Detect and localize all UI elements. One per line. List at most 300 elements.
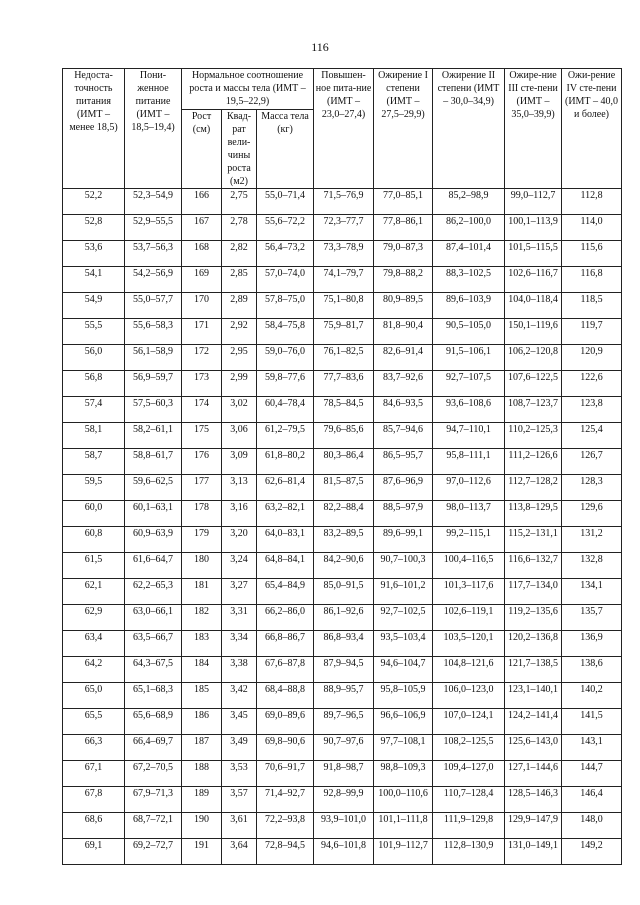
cell-normal-mass: 61,8–80,2: [257, 449, 314, 475]
cell-normal-mass: 59,0–76,0: [257, 345, 314, 371]
cell-obesity-1: 93,5–103,4: [374, 631, 433, 657]
cell-obesity-1: 79,8–88,2: [374, 267, 433, 293]
cell-obesity-2: 86,2–100,0: [433, 215, 505, 241]
table-row: [63, 319, 622, 345]
cell-normal-mass: 69,0–89,6: [257, 709, 314, 735]
cell-reduced: 59,6–62,5: [125, 475, 182, 501]
cell-underweight: 52,8: [63, 215, 125, 241]
header-elevated-nutrition: Повышен-ное пита-ние (ИМТ – 23,0–27,4): [314, 69, 374, 189]
table-row: [63, 293, 622, 319]
cell-obesity-3: 127,1–144,6: [505, 761, 562, 787]
cell-obesity-3: 112,7–128,2: [505, 475, 562, 501]
cell-obesity-3: 123,1–140,1: [505, 683, 562, 709]
cell-reduced: 53,7–56,3: [125, 241, 182, 267]
cell-obesity-4: 131,2: [562, 527, 622, 553]
cell-reduced: 52,9–55,5: [125, 215, 182, 241]
cell-height: 182: [182, 605, 222, 631]
cell-height: 189: [182, 787, 222, 813]
cell-normal-mass: 65,4–84,9: [257, 579, 314, 605]
cell-elevated: 90,7–97,6: [314, 735, 374, 761]
cell-obesity-4: 126,7: [562, 449, 622, 475]
cell-obesity-3: 108,7–123,7: [505, 397, 562, 423]
table-row: [63, 631, 622, 657]
table-row: [63, 657, 622, 683]
cell-height-squared: 3,09: [222, 449, 257, 475]
cell-underweight: 53,6: [63, 241, 125, 267]
table-row: [63, 267, 622, 293]
header-obesity-1: Ожирение I степени (ИМТ – 27,5–29,9): [374, 69, 433, 189]
cell-reduced: 63,0–66,1: [125, 605, 182, 631]
table-row: [63, 189, 622, 215]
cell-obesity-1: 96,6–106,9: [374, 709, 433, 735]
cell-obesity-1: 86,5–95,7: [374, 449, 433, 475]
cell-normal-mass: 62,6–81,4: [257, 475, 314, 501]
cell-obesity-2: 88,3–102,5: [433, 267, 505, 293]
cell-obesity-1: 94,6–104,7: [374, 657, 433, 683]
cell-obesity-4: 148,0: [562, 813, 622, 839]
cell-height-squared: 3,34: [222, 631, 257, 657]
cell-obesity-4: 116,8: [562, 267, 622, 293]
cell-normal-mass: 61,2–79,5: [257, 423, 314, 449]
cell-normal-mass: 60,4–78,4: [257, 397, 314, 423]
cell-reduced: 69,2–72,7: [125, 839, 182, 865]
cell-height: 168: [182, 241, 222, 267]
cell-obesity-3: 119,2–135,6: [505, 605, 562, 631]
cell-obesity-1: 80,9–89,5: [374, 293, 433, 319]
cell-height-squared: 3,53: [222, 761, 257, 787]
cell-obesity-2: 94,7–110,1: [433, 423, 505, 449]
cell-obesity-3: 125,6–143,0: [505, 735, 562, 761]
table-row: [63, 423, 622, 449]
cell-normal-mass: 64,8–84,1: [257, 553, 314, 579]
header-height-squared: Квад-рат вели-чины роста (м2): [222, 110, 257, 189]
cell-height: 183: [182, 631, 222, 657]
cell-obesity-3: 110,2–125,3: [505, 423, 562, 449]
cell-height-squared: 3,57: [222, 787, 257, 813]
cell-elevated: 72,3–77,7: [314, 215, 374, 241]
table-row: [63, 787, 622, 813]
cell-underweight: 52,2: [63, 189, 125, 215]
cell-obesity-4: 114,0: [562, 215, 622, 241]
header-normal-group: Нормальное соотношение роста и массы тела (ИМТ – 19,5–22,9): [182, 69, 314, 110]
cell-obesity-3: 111,2–126,6: [505, 449, 562, 475]
cell-height: 170: [182, 293, 222, 319]
cell-height-squared: 3,49: [222, 735, 257, 761]
cell-obesity-4: 138,6: [562, 657, 622, 683]
cell-underweight: 62,9: [63, 605, 125, 631]
cell-obesity-1: 97,7–108,1: [374, 735, 433, 761]
cell-obesity-4: 146,4: [562, 787, 622, 813]
cell-height: 186: [182, 709, 222, 735]
cell-obesity-2: 106,0–123,0: [433, 683, 505, 709]
cell-obesity-2: 111,9–129,8: [433, 813, 505, 839]
cell-obesity-4: 143,1: [562, 735, 622, 761]
cell-elevated: 92,8–99,9: [314, 787, 374, 813]
cell-underweight: 58,1: [63, 423, 125, 449]
cell-obesity-4: 119,7: [562, 319, 622, 345]
cell-normal-mass: 68,4–88,8: [257, 683, 314, 709]
cell-height-squared: 2,75: [222, 189, 257, 215]
cell-height-squared: 3,24: [222, 553, 257, 579]
cell-elevated: 81,5–87,5: [314, 475, 374, 501]
cell-underweight: 55,5: [63, 319, 125, 345]
cell-height-squared: 3,64: [222, 839, 257, 865]
cell-reduced: 64,3–67,5: [125, 657, 182, 683]
cell-elevated: 86,1–92,6: [314, 605, 374, 631]
cell-height-squared: 3,13: [222, 475, 257, 501]
cell-height-squared: 3,38: [222, 657, 257, 683]
cell-obesity-3: 99,0–112,7: [505, 189, 562, 215]
table-row: [63, 683, 622, 709]
table-row: [63, 215, 622, 241]
cell-normal-mass: 57,8–75,0: [257, 293, 314, 319]
cell-obesity-1: 83,7–92,6: [374, 371, 433, 397]
cell-normal-mass: 71,4–92,7: [257, 787, 314, 813]
cell-obesity-4: 112,8: [562, 189, 622, 215]
cell-height-squared: 3,06: [222, 423, 257, 449]
cell-obesity-4: 118,5: [562, 293, 622, 319]
table-row: [63, 449, 622, 475]
cell-normal-mass: 72,2–93,8: [257, 813, 314, 839]
cell-obesity-1: 92,7–102,5: [374, 605, 433, 631]
table-row: [63, 553, 622, 579]
cell-obesity-2: 93,6–108,6: [433, 397, 505, 423]
cell-normal-mass: 64,0–83,1: [257, 527, 314, 553]
cell-obesity-3: 150,1–119,6: [505, 319, 562, 345]
table-row: [63, 813, 622, 839]
cell-obesity-2: 98,0–113,7: [433, 501, 505, 527]
cell-height: 171: [182, 319, 222, 345]
cell-elevated: 78,5–84,5: [314, 397, 374, 423]
cell-normal-mass: 59,8–77,6: [257, 371, 314, 397]
cell-obesity-1: 101,1–111,8: [374, 813, 433, 839]
cell-obesity-1: 100,0–110,6: [374, 787, 433, 813]
cell-height-squared: 3,45: [222, 709, 257, 735]
cell-reduced: 58,8–61,7: [125, 449, 182, 475]
cell-height: 175: [182, 423, 222, 449]
cell-reduced: 66,4–69,7: [125, 735, 182, 761]
cell-underweight: 68,6: [63, 813, 125, 839]
table-row: [63, 839, 622, 865]
table-row: [63, 735, 622, 761]
cell-height-squared: 3,20: [222, 527, 257, 553]
cell-obesity-3: 102,6–116,7: [505, 267, 562, 293]
cell-height: 188: [182, 761, 222, 787]
cell-underweight: 61,5: [63, 553, 125, 579]
cell-height-squared: 2,82: [222, 241, 257, 267]
cell-obesity-1: 87,6–96,9: [374, 475, 433, 501]
cell-reduced: 65,6–68,9: [125, 709, 182, 735]
cell-obesity-4: 120,9: [562, 345, 622, 371]
header-obesity-4: Ожи-рение IV сте-пени (ИМТ – 40,0 и более): [562, 69, 622, 189]
cell-obesity-4: 122,6: [562, 371, 622, 397]
cell-obesity-2: 104,8–121,6: [433, 657, 505, 683]
cell-elevated: 87,9–94,5: [314, 657, 374, 683]
table-row: [63, 397, 622, 423]
cell-underweight: 67,8: [63, 787, 125, 813]
table-row: [63, 475, 622, 501]
cell-obesity-3: 128,5–146,3: [505, 787, 562, 813]
cell-elevated: 80,3–86,4: [314, 449, 374, 475]
cell-normal-mass: 67,6–87,8: [257, 657, 314, 683]
cell-obesity-2: 109,4–127,0: [433, 761, 505, 787]
cell-reduced: 61,6–64,7: [125, 553, 182, 579]
cell-obesity-4: 144,7: [562, 761, 622, 787]
cell-obesity-2: 92,7–107,5: [433, 371, 505, 397]
cell-height-squared: 2,99: [222, 371, 257, 397]
cell-underweight: 59,5: [63, 475, 125, 501]
cell-elevated: 89,7–96,5: [314, 709, 374, 735]
cell-underweight: 56,0: [63, 345, 125, 371]
page-number: 116: [311, 40, 329, 54]
cell-elevated: 91,8–98,7: [314, 761, 374, 787]
cell-obesity-1: 82,6–91,4: [374, 345, 433, 371]
cell-underweight: 58,7: [63, 449, 125, 475]
cell-elevated: 77,7–83,6: [314, 371, 374, 397]
cell-normal-mass: 58,4–75,8: [257, 319, 314, 345]
cell-underweight: 60,0: [63, 501, 125, 527]
cell-height-squared: 3,61: [222, 813, 257, 839]
cell-obesity-4: 134,1: [562, 579, 622, 605]
cell-obesity-2: 89,6–103,9: [433, 293, 505, 319]
cell-obesity-3: 131,0–149,1: [505, 839, 562, 865]
cell-normal-mass: 72,8–94,5: [257, 839, 314, 865]
table-row: [63, 527, 622, 553]
cell-reduced: 60,9–63,9: [125, 527, 182, 553]
cell-height: 184: [182, 657, 222, 683]
cell-obesity-1: 81,8–90,4: [374, 319, 433, 345]
cell-obesity-4: 125,4: [562, 423, 622, 449]
cell-reduced: 56,1–58,9: [125, 345, 182, 371]
cell-obesity-1: 77,8–86,1: [374, 215, 433, 241]
cell-normal-mass: 69,8–90,6: [257, 735, 314, 761]
cell-obesity-3: 106,2–120,8: [505, 345, 562, 371]
cell-elevated: 73,3–78,9: [314, 241, 374, 267]
table-row: [63, 579, 622, 605]
cell-obesity-1: 79,0–87,3: [374, 241, 433, 267]
cell-obesity-2: 103,5–120,1: [433, 631, 505, 657]
cell-obesity-3: 104,0–118,4: [505, 293, 562, 319]
cell-underweight: 66,3: [63, 735, 125, 761]
cell-normal-mass: 55,0–71,4: [257, 189, 314, 215]
cell-obesity-1: 89,6–99,1: [374, 527, 433, 553]
cell-height: 190: [182, 813, 222, 839]
cell-underweight: 54,1: [63, 267, 125, 293]
cell-elevated: 76,1–82,5: [314, 345, 374, 371]
header-height: Рост (см): [182, 110, 222, 189]
table-row: [63, 241, 622, 267]
cell-obesity-3: 115,2–131,1: [505, 527, 562, 553]
cell-height: 179: [182, 527, 222, 553]
cell-height-squared: 3,16: [222, 501, 257, 527]
cell-normal-mass: 66,8–86,7: [257, 631, 314, 657]
header-underweight: Недоста-точность питания (ИМТ – менее 18,5): [63, 69, 125, 189]
cell-obesity-1: 84,6–93,5: [374, 397, 433, 423]
cell-reduced: 58,2–61,1: [125, 423, 182, 449]
table-body: [63, 189, 622, 865]
cell-obesity-1: 88,5–97,9: [374, 501, 433, 527]
cell-obesity-2: 112,8–130,9: [433, 839, 505, 865]
cell-obesity-2: 110,7–128,4: [433, 787, 505, 813]
cell-height-squared: 2,89: [222, 293, 257, 319]
cell-height-squared: 2,95: [222, 345, 257, 371]
cell-elevated: 75,9–81,7: [314, 319, 374, 345]
cell-height: 177: [182, 475, 222, 501]
cell-reduced: 56,9–59,7: [125, 371, 182, 397]
cell-obesity-3: 124,2–141,4: [505, 709, 562, 735]
header-obesity-2: Ожирение II степени (ИМТ – 30,0–34,9): [433, 69, 505, 189]
cell-underweight: 65,0: [63, 683, 125, 709]
cell-obesity-1: 90,7–100,3: [374, 553, 433, 579]
cell-elevated: 74,1–79,7: [314, 267, 374, 293]
cell-elevated: 93,9–101,0: [314, 813, 374, 839]
cell-height: 176: [182, 449, 222, 475]
cell-obesity-3: 129,9–147,9: [505, 813, 562, 839]
cell-underweight: 64,2: [63, 657, 125, 683]
cell-normal-mass: 57,0–74,0: [257, 267, 314, 293]
cell-underweight: 54,9: [63, 293, 125, 319]
header-reduced-nutrition: Пони-женное питание (ИМТ – 18,5–19,4): [125, 69, 182, 189]
cell-height: 178: [182, 501, 222, 527]
cell-height-squared: 3,27: [222, 579, 257, 605]
cell-height: 191: [182, 839, 222, 865]
table-row: [63, 709, 622, 735]
cell-obesity-1: 98,8–109,3: [374, 761, 433, 787]
cell-reduced: 52,3–54,9: [125, 189, 182, 215]
cell-obesity-4: 141,5: [562, 709, 622, 735]
cell-height-squared: 2,92: [222, 319, 257, 345]
cell-obesity-4: 149,2: [562, 839, 622, 865]
cell-height-squared: 3,31: [222, 605, 257, 631]
cell-normal-mass: 70,6–91,7: [257, 761, 314, 787]
cell-obesity-1: 77,0–85,1: [374, 189, 433, 215]
cell-obesity-2: 99,2–115,1: [433, 527, 505, 553]
cell-obesity-3: 120,2–136,8: [505, 631, 562, 657]
cell-obesity-3: 100,1–113,9: [505, 215, 562, 241]
table-row: [63, 605, 622, 631]
cell-elevated: 85,0–91,5: [314, 579, 374, 605]
header-obesity-3: Ожире-ние III сте-пени (ИМТ – 35,0–39,9): [505, 69, 562, 189]
cell-height: 174: [182, 397, 222, 423]
cell-obesity-3: 107,6–122,5: [505, 371, 562, 397]
cell-reduced: 62,2–65,3: [125, 579, 182, 605]
cell-obesity-4: 115,6: [562, 241, 622, 267]
cell-obesity-4: 128,3: [562, 475, 622, 501]
cell-height: 166: [182, 189, 222, 215]
cell-obesity-1: 95,8–105,9: [374, 683, 433, 709]
cell-elevated: 71,5–76,9: [314, 189, 374, 215]
cell-obesity-3: 117,7–134,0: [505, 579, 562, 605]
cell-reduced: 67,2–70,5: [125, 761, 182, 787]
cell-reduced: 57,5–60,3: [125, 397, 182, 423]
cell-elevated: 86,8–93,4: [314, 631, 374, 657]
cell-reduced: 55,0–57,7: [125, 293, 182, 319]
cell-height-squared: 2,85: [222, 267, 257, 293]
cell-height: 173: [182, 371, 222, 397]
cell-height: 180: [182, 553, 222, 579]
cell-obesity-1: 85,7–94,6: [374, 423, 433, 449]
cell-underweight: 57,4: [63, 397, 125, 423]
cell-underweight: 56,8: [63, 371, 125, 397]
cell-normal-mass: 56,4–73,2: [257, 241, 314, 267]
cell-obesity-1: 101,9–112,7: [374, 839, 433, 865]
cell-obesity-2: 97,0–112,6: [433, 475, 505, 501]
table-row: [63, 345, 622, 371]
cell-obesity-2: 87,4–101,4: [433, 241, 505, 267]
cell-elevated: 94,6–101,8: [314, 839, 374, 865]
cell-underweight: 67,1: [63, 761, 125, 787]
cell-obesity-2: 102,6–119,1: [433, 605, 505, 631]
cell-reduced: 63,5–66,7: [125, 631, 182, 657]
cell-obesity-2: 108,2–125,5: [433, 735, 505, 761]
cell-height: 185: [182, 683, 222, 709]
cell-height: 167: [182, 215, 222, 241]
cell-obesity-3: 113,8–129,5: [505, 501, 562, 527]
table-row: [63, 761, 622, 787]
cell-reduced: 67,9–71,3: [125, 787, 182, 813]
header-body-mass: Масса тела (кг): [257, 110, 314, 189]
cell-obesity-2: 91,5–106,1: [433, 345, 505, 371]
cell-height-squared: 3,42: [222, 683, 257, 709]
cell-obesity-2: 95,8–111,1: [433, 449, 505, 475]
cell-obesity-2: 100,4–116,5: [433, 553, 505, 579]
cell-height: 187: [182, 735, 222, 761]
cell-underweight: 62,1: [63, 579, 125, 605]
cell-obesity-4: 135,7: [562, 605, 622, 631]
cell-obesity-2: 90,5–105,0: [433, 319, 505, 345]
cell-reduced: 54,2–56,9: [125, 267, 182, 293]
cell-obesity-4: 140,2: [562, 683, 622, 709]
cell-reduced: 60,1–63,1: [125, 501, 182, 527]
cell-obesity-3: 116,6–132,7: [505, 553, 562, 579]
cell-obesity-4: 132,8: [562, 553, 622, 579]
cell-reduced: 55,6–58,3: [125, 319, 182, 345]
cell-obesity-3: 101,5–115,5: [505, 241, 562, 267]
cell-height: 181: [182, 579, 222, 605]
cell-obesity-4: 129,6: [562, 501, 622, 527]
cell-height: 169: [182, 267, 222, 293]
cell-reduced: 65,1–68,3: [125, 683, 182, 709]
cell-elevated: 83,2–89,5: [314, 527, 374, 553]
cell-elevated: 82,2–88,4: [314, 501, 374, 527]
cell-obesity-3: 121,7–138,5: [505, 657, 562, 683]
cell-elevated: 88,9–95,7: [314, 683, 374, 709]
cell-normal-mass: 63,2–82,1: [257, 501, 314, 527]
cell-elevated: 79,6–85,6: [314, 423, 374, 449]
cell-normal-mass: 55,6–72,2: [257, 215, 314, 241]
cell-elevated: 84,2–90,6: [314, 553, 374, 579]
cell-height-squared: 2,78: [222, 215, 257, 241]
cell-obesity-2: 85,2–98,9: [433, 189, 505, 215]
cell-normal-mass: 66,2–86,0: [257, 605, 314, 631]
cell-height-squared: 3,02: [222, 397, 257, 423]
cell-elevated: 75,1–80,8: [314, 293, 374, 319]
cell-underweight: 63,4: [63, 631, 125, 657]
cell-reduced: 68,7–72,1: [125, 813, 182, 839]
cell-underweight: 60,8: [63, 527, 125, 553]
cell-obesity-2: 107,0–124,1: [433, 709, 505, 735]
cell-obesity-2: 101,3–117,6: [433, 579, 505, 605]
cell-obesity-4: 123,8: [562, 397, 622, 423]
table-row: [63, 501, 622, 527]
cell-underweight: 65,5: [63, 709, 125, 735]
cell-underweight: 69,1: [63, 839, 125, 865]
cell-obesity-4: 136,9: [562, 631, 622, 657]
table-row: [63, 371, 622, 397]
bmi-height-weight-table: [62, 68, 622, 865]
cell-height: 172: [182, 345, 222, 371]
cell-obesity-1: 91,6–101,2: [374, 579, 433, 605]
